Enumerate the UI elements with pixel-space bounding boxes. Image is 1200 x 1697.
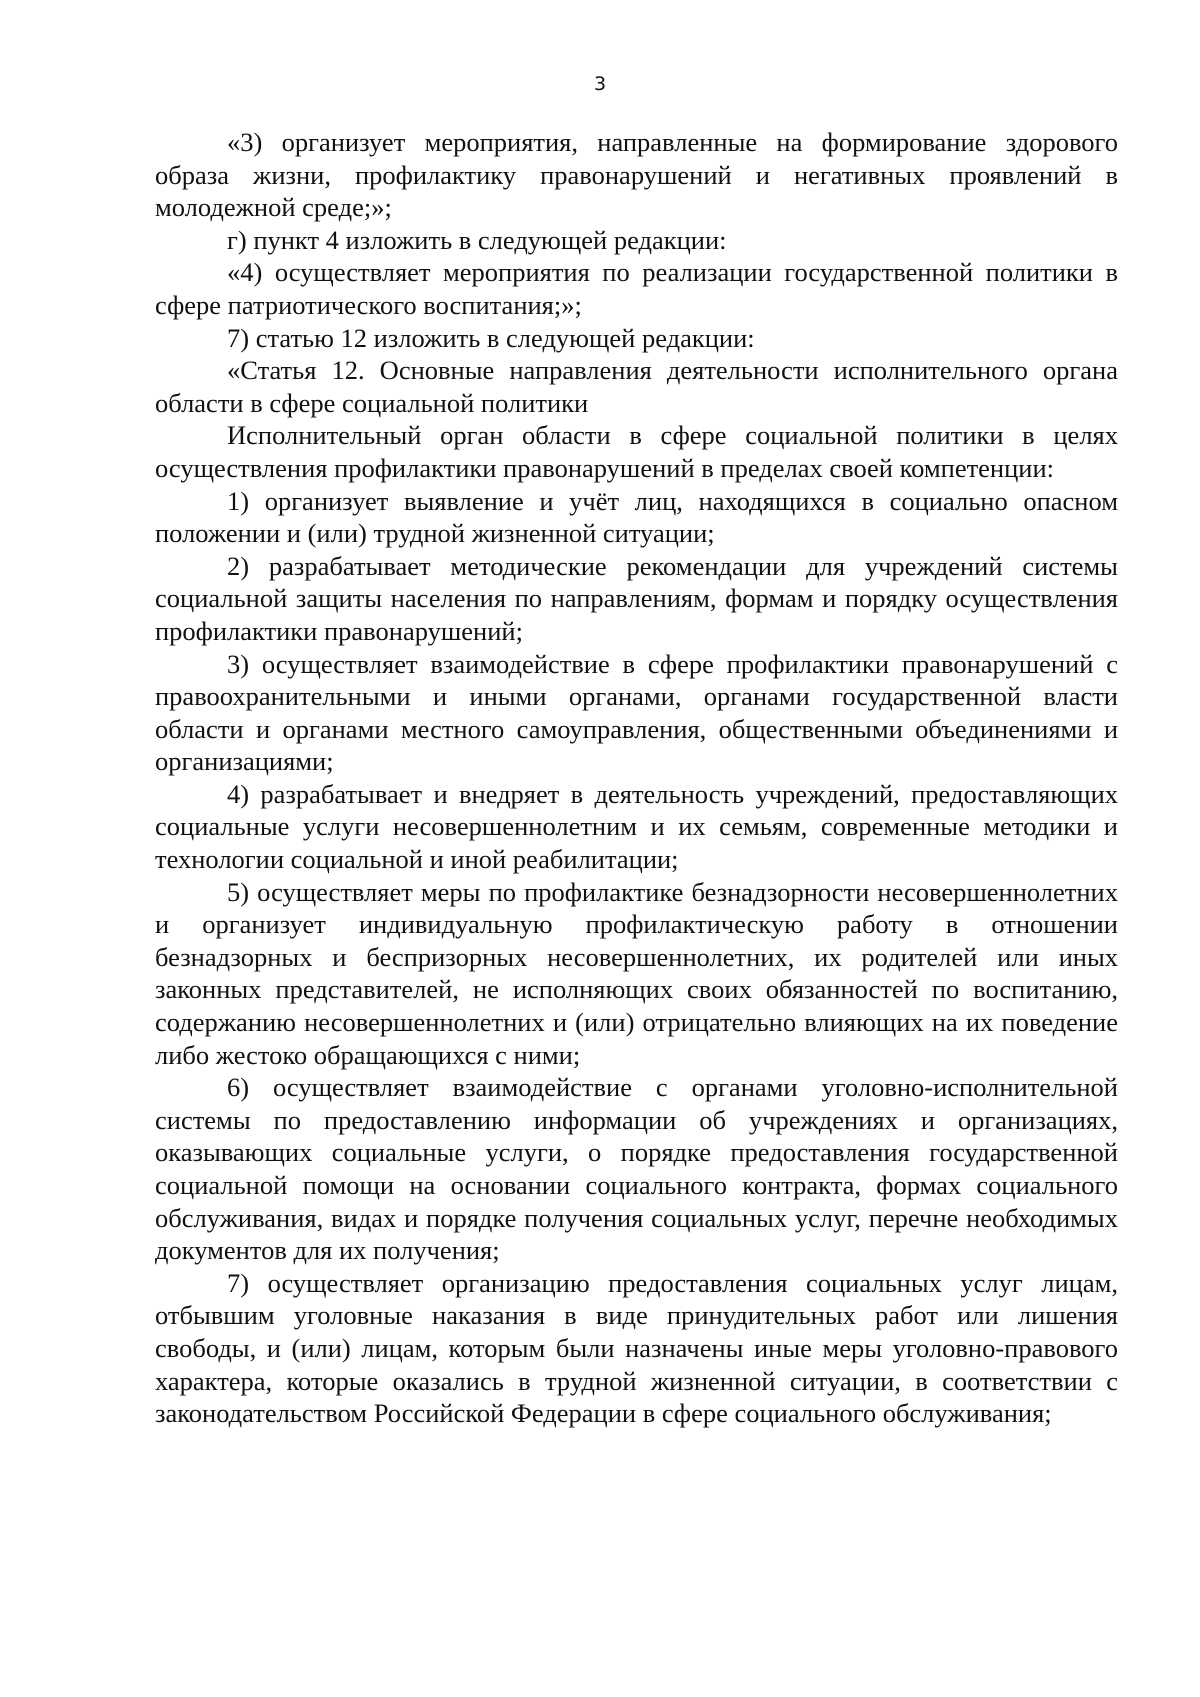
article-12-intro: Исполнительный орган области в сфере социальной политики в целях осуществления профилактики правонарушений в пределах своей компетенции: [155,420,1118,483]
paragraph-item-3: «3) организует мероприятия, направленные на формирование здорового образа жизни, профилактику правонарушений и негативных проявлений в молодежной среде;»; [155,127,1118,223]
article-12-item-3: 3) осуществляет взаимодействие в сфере профилактики правонарушений с правоохранительными и иными органами, органами государственной власти области и органами местного самоуправления, общественными объединениями и организациями; [155,648,1118,777]
article-12-heading: «Статья 12. Основные направления деятельности исполнительного органа области в сфере социальной политики [155,355,1118,418]
article-12-item-4: 4) разрабатывает и внедряет в деятельность учреждений, предоставляющих социальные услуги несовершеннолетним и их семьям, современные методики и технологии социальной и иной реабилитации; [155,778,1118,875]
paragraph-point-7: 7) статью 12 изложить в следующей редакции: [227,322,755,353]
article-12-item-7: 7) осуществляет организацию предоставления социальных услуг лицам, отбывшим уголовные наказания в виде принудительных работ или лишения свободы, и (или) лицам, которым были назначены иные меры уголовно-правового характера, которые оказались в трудной жизненной ситуации, в соответствии с законодательством Российской Федерации в сфере социального обслуживания; [155,1267,1118,1429]
paragraph-item-4: «4) осуществляет мероприятия по реализации государственной политики в сфере патриотического воспитания;»; [155,257,1118,320]
paragraph-subpoint-g: г) пункт 4 изложить в следующей редакции: [227,224,727,255]
page-number: 3 [593,73,607,95]
article-12-item-6: 6) осуществляет взаимодействие с органами уголовно-исполнительной системы по предоставлению информации об учреждениях и организациях, оказывающих социальные услуги, о порядке предоставления государственной социальной помощи на основании социального контракта, формах социального обслуживания, видах и порядке получения социальных услуг, перечне необходимых документов для их получения; [155,1072,1118,1266]
article-12-item-2: 2) разрабатывает методические рекомендации для учреждений системы социальной защиты населения по направлениям, формам и порядку осуществления профилактики правонарушений; [155,550,1118,646]
article-12-item-5: 5) осуществляет меры по профилактике безнадзорности несовершеннолетних и организует индивидуальную профилактическую работу в отношении безнадзорных и беспризорных несовершеннолетних, их родителей или иных законных представителей, не исполняющих своих обязанностей по воспитанию, содержанию несовершеннолетних и (или) отрицательно влияющих на их поведение либо жестоко обращающихся с ними; [155,876,1118,1070]
article-12-item-1: 1) организует выявление и учёт лиц, находящихся в социально опасном положении и (или) трудной жизненной ситуации; [155,485,1118,549]
document-body [155,126,1118,1430]
